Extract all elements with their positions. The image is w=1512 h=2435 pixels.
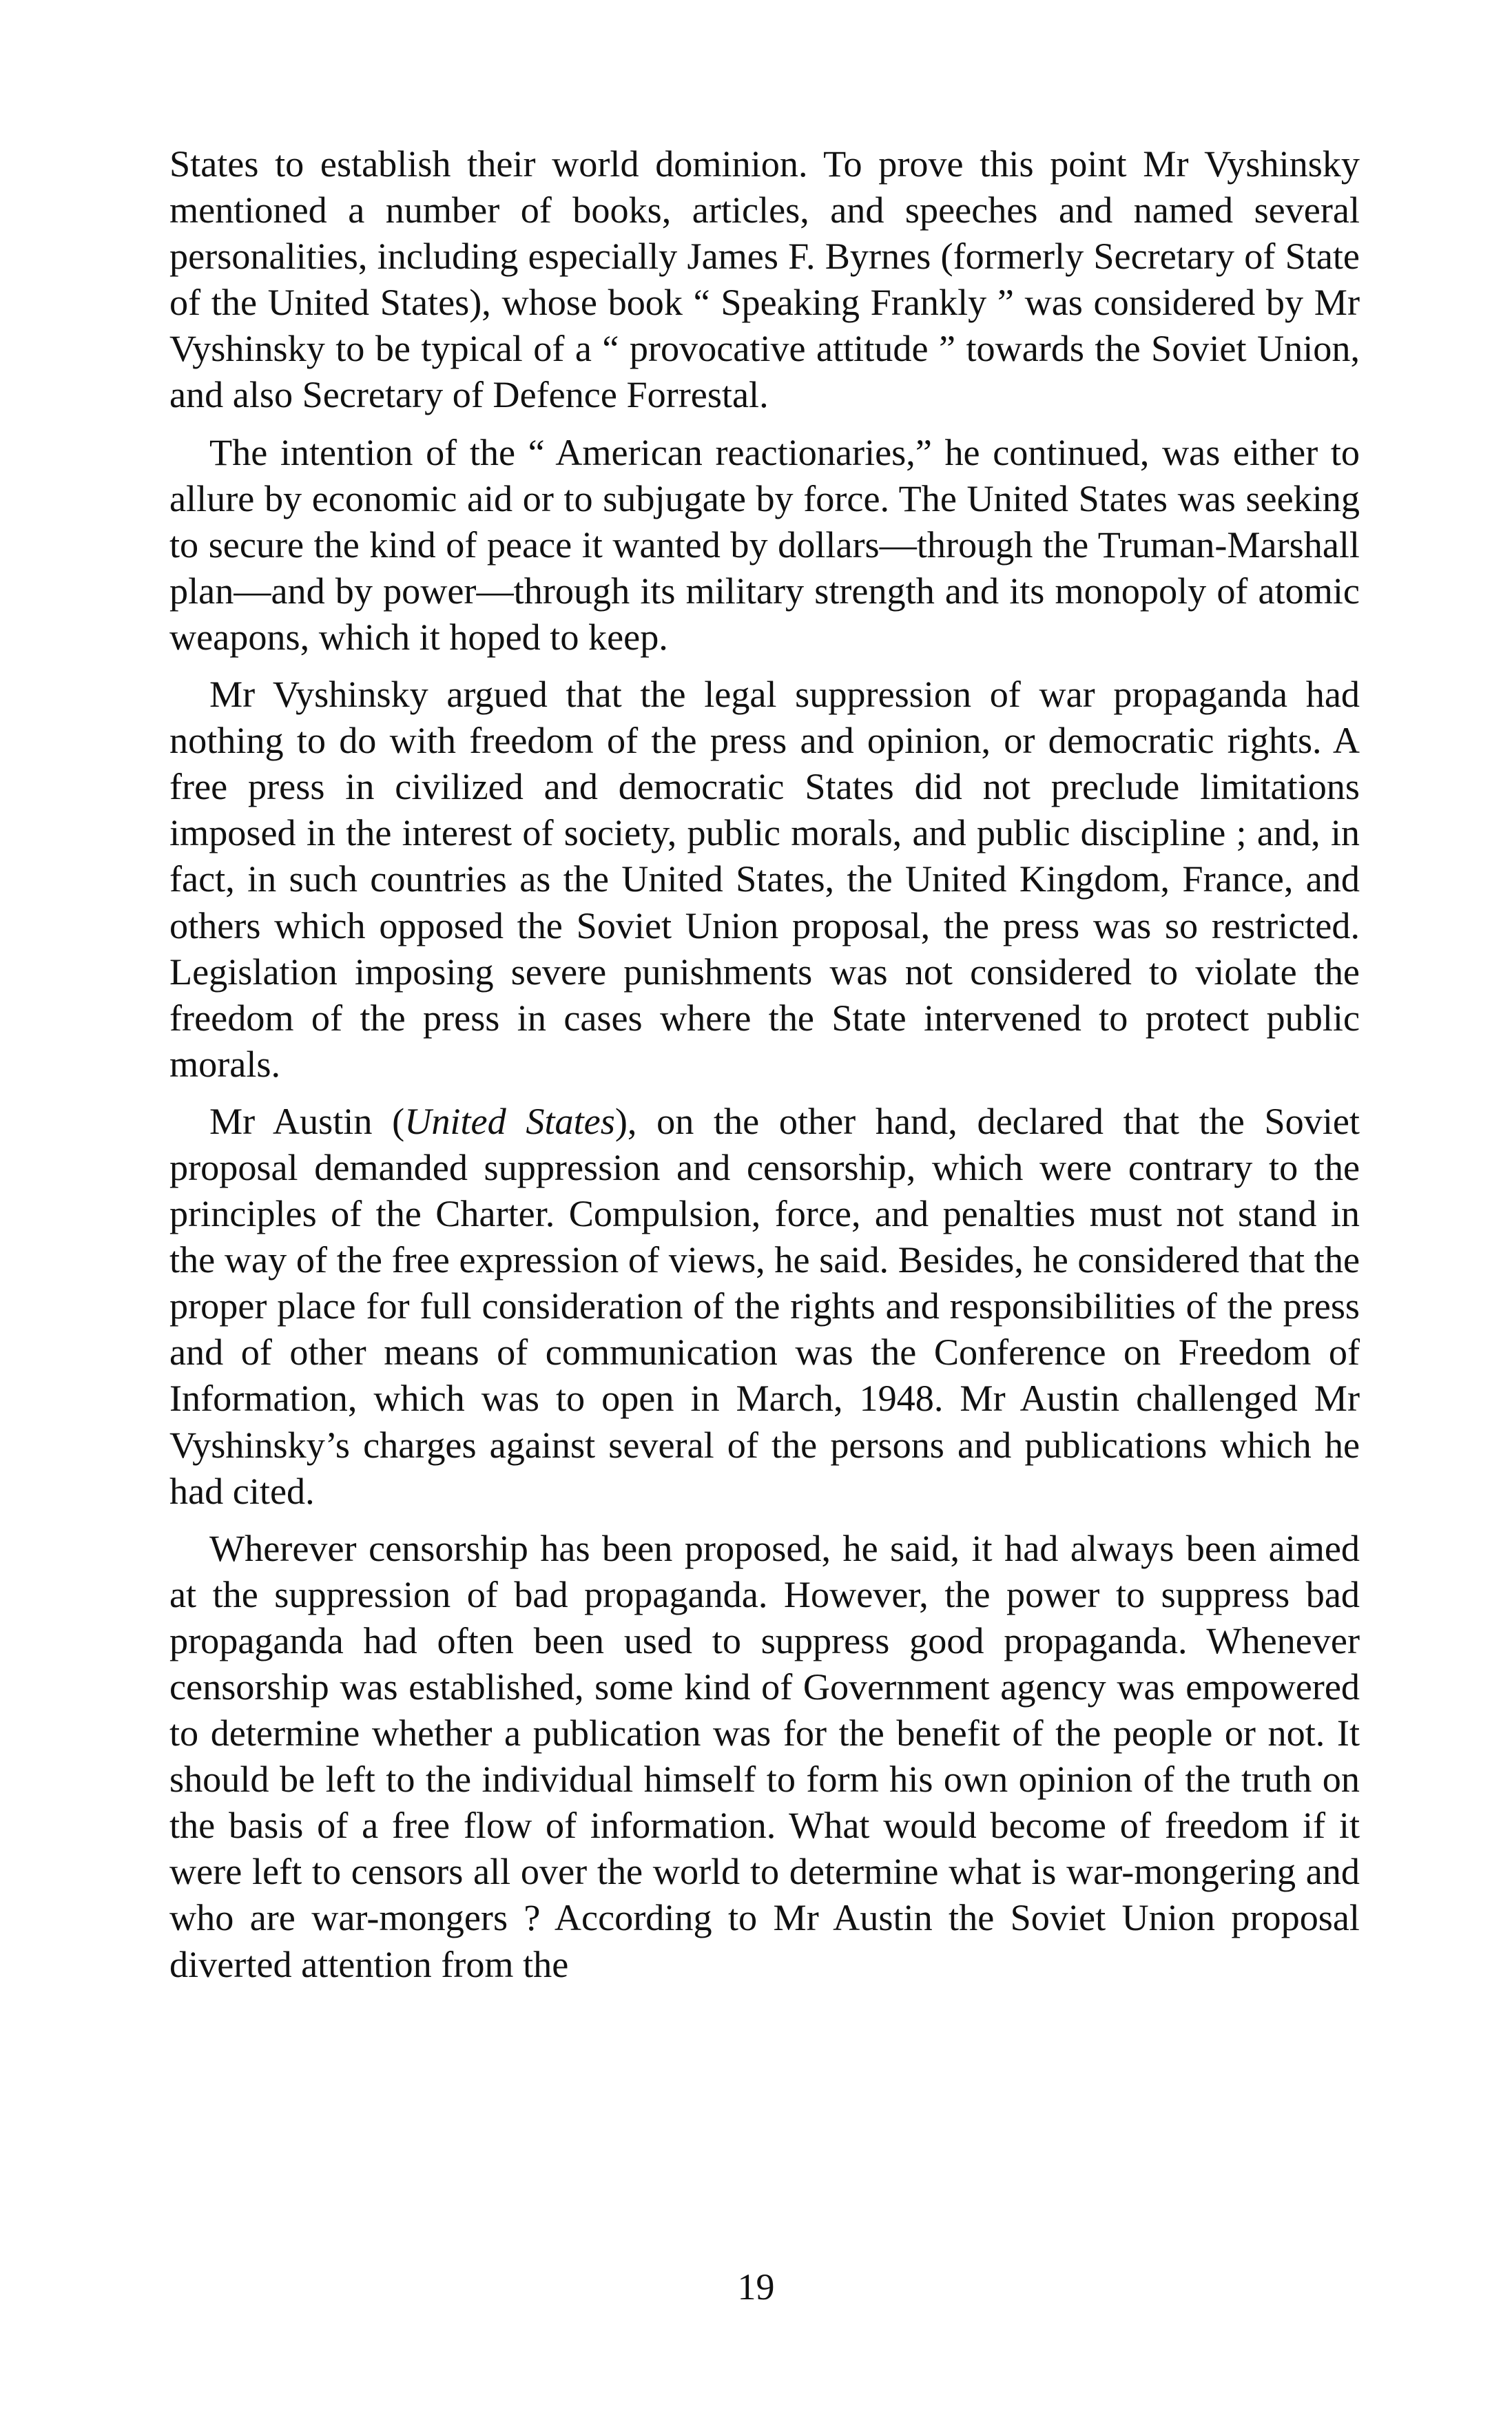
paragraph-american-reactionaries: The intention of the “ American reactionaries,” he continued, was either to allure by economic aid or to subjugate by force. The United States was seeking to secure the kind of peace it wanted by dollars—through the Truman-Marshall plan—and by power—through its military strength and its monopoly of atomic weapons, which it hoped to keep. (169, 431, 1360, 658)
paragraph-continued: States to establish their world dominion. To prove this point Mr Vyshinsky mentioned a number of books, articles, and speeches and named several personalities, including especially James F. Byrnes (formerly Secretary of State of the United States), whose book “ Speaking Frankly ” was considered by Mr Vyshinsky to be typical of a “ provocative attitude ” towards the Soviet Union, and also Secretary of Defence Forrestal. (169, 143, 1360, 416)
austin-text-before: Mr Austin ( (209, 1100, 405, 1142)
page-body (169, 141, 1360, 1999)
austin-country: United States (404, 1100, 615, 1142)
paragraph-war-propaganda: Mr Vyshinsky argued that the legal suppression of war propaganda had nothing to do with freedom of the press and opinion, or democratic rights. A free press in civilized and democratic States did not preclude limitations imposed in the interest of society, public morals, and public discipline ; and, in fact, in such countries as the United States, the United Kingdom, France, and others which opposed the Soviet Union proposal, the press was so restricted. Legislation imposing severe punishments was not considered to violate the freedom of the press in cases where the State intervened to protect public morals. (169, 674, 1360, 1085)
paragraph-austin-reply (169, 1099, 1360, 1515)
austin-text-after: ), on the other hand, declared that the Soviet proposal demanded suppression and censorship, which were contrary to the principles of the Charter. Compulsion, force, and penalties must not stand in the way of the free expression of views, he said. Besides, he considered that the proper place for full consideration of the rights and responsibilities of the press and of other means of communication was the Conference on Freedom of Information, which was to open in March, 1948. Mr Austin challenged Mr Vyshinsky’s charges against several of the persons and publications which he had cited. (169, 1100, 1360, 1512)
page-number: 19 (737, 2266, 775, 2308)
paragraph-censorship: Wherever censorship has been proposed, he said, it had always been aimed at the suppression of bad propaganda. However, the power to suppress bad propaganda had often been used to suppress good propaganda. Whenever censorship was established, some kind of Government agency was empowered to determine whether a publication was for the benefit of the people or not. It should be left to the individual himself to form his own opinion of the truth on the basis of a free flow of information. What would become of freedom if it were left to censors all over the world to determine what is war-mongering and who are war-mongers ? According to Mr Austin the Soviet Union proposal diverted attention from the (169, 1527, 1360, 1985)
